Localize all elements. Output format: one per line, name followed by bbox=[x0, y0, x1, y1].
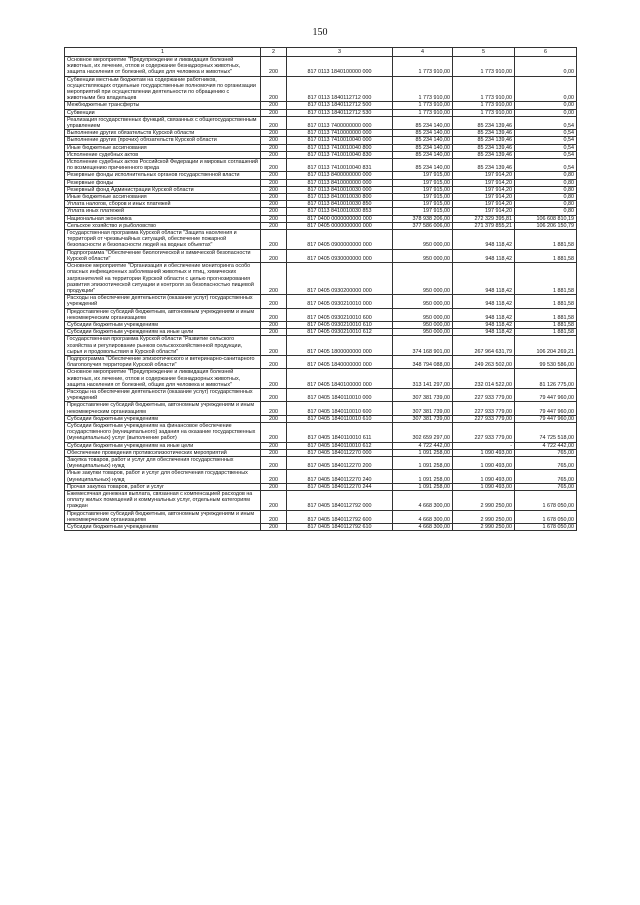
cell-budget-code: 817 0405 1840112270 244 bbox=[287, 483, 393, 490]
cell-admin-code: 200 bbox=[261, 329, 287, 336]
cell-planned: 950 000,00 bbox=[393, 329, 453, 336]
table-row bbox=[65, 355, 577, 368]
cell-planned: 950 000,00 bbox=[393, 263, 453, 295]
cell-remainder: 0,00 bbox=[515, 57, 577, 77]
cell-planned: 950 000,00 bbox=[393, 249, 453, 262]
cell-budget-code: 817 0405 1840112792 600 bbox=[287, 510, 393, 523]
cell-name: Уплата иных платежей bbox=[65, 208, 261, 215]
cell-executed: 948 118,42 bbox=[453, 308, 515, 321]
table-row bbox=[65, 483, 577, 490]
cell-remainder: 106 204 269,21 bbox=[515, 336, 577, 356]
cell-remainder: 1 678 050,00 bbox=[515, 491, 577, 511]
cell-name: Основное мероприятие "Предупреждение и ликвидация болезней животных, их лечение, отлов и содержание безнадзорных животных, защита населения от болезней, общих для человека и животных" bbox=[65, 369, 261, 389]
cell-executed: 948 118,42 bbox=[453, 295, 515, 308]
cell-admin-code: 200 bbox=[261, 355, 287, 368]
cell-executed: 267 964 631,79 bbox=[453, 336, 515, 356]
cell-planned: 197 915,00 bbox=[393, 179, 453, 186]
cell-planned: 1 773 910,00 bbox=[393, 76, 453, 102]
cell-remainder: 0,80 bbox=[515, 172, 577, 179]
cell-planned: 374 168 901,00 bbox=[393, 336, 453, 356]
table-row bbox=[65, 402, 577, 415]
cell-planned: 348 794 088,00 bbox=[393, 355, 453, 368]
table-row bbox=[65, 470, 577, 483]
cell-budget-code: 817 0405 0900000000 000 bbox=[287, 230, 393, 250]
cell-planned: 1 091 258,00 bbox=[393, 449, 453, 456]
cell-remainder: 1 881,58 bbox=[515, 263, 577, 295]
cell-planned: 197 915,00 bbox=[393, 201, 453, 208]
cell-budget-code: 817 0405 1840110010 610 bbox=[287, 415, 393, 422]
cell-remainder: 765,00 bbox=[515, 456, 577, 469]
cell-executed: 85 234 139,46 bbox=[453, 130, 515, 137]
table-row bbox=[65, 130, 577, 137]
column-header-remainder: 6 bbox=[515, 48, 577, 57]
cell-budget-code: 817 0405 0930210010 000 bbox=[287, 295, 393, 308]
cell-executed: 1 773 910,00 bbox=[453, 109, 515, 116]
cell-planned: 307 381 739,00 bbox=[393, 402, 453, 415]
cell-name: Исполнение судебных актов Российской Федерации и мировых соглашений по возмещению причиненного вреда bbox=[65, 159, 261, 172]
cell-budget-code: 817 0405 1840100000 000 bbox=[287, 369, 393, 389]
cell-name: Резервные фонды исполнительных органов государственной власти bbox=[65, 172, 261, 179]
cell-budget-code: 817 0405 1840000000 000 bbox=[287, 355, 393, 368]
column-header-admin: 2 bbox=[261, 48, 287, 57]
cell-executed: 197 914,20 bbox=[453, 208, 515, 215]
cell-admin-code: 200 bbox=[261, 215, 287, 222]
cell-planned: 950 000,00 bbox=[393, 295, 453, 308]
cell-remainder: 0,80 bbox=[515, 201, 577, 208]
cell-planned: 313 141 297,00 bbox=[393, 369, 453, 389]
page-number: 150 bbox=[312, 27, 328, 38]
cell-name: Расходы на обеспечение деятельности (оказание услуг) государственных учреждений bbox=[65, 295, 261, 308]
cell-budget-code: 817 0405 1840112792 000 bbox=[287, 491, 393, 511]
cell-remainder: 79 447 960,00 bbox=[515, 415, 577, 422]
cell-planned: 307 381 739,00 bbox=[393, 415, 453, 422]
cell-planned: 950 000,00 bbox=[393, 308, 453, 321]
table-row bbox=[65, 109, 577, 116]
column-header-executed: 5 bbox=[453, 48, 515, 57]
cell-executed: 85 234 139,46 bbox=[453, 116, 515, 129]
cell-executed: 85 234 139,46 bbox=[453, 144, 515, 151]
cell-budget-code: 817 0113 8400000000 000 bbox=[287, 172, 393, 179]
table-row bbox=[65, 336, 577, 356]
cell-admin-code: 200 bbox=[261, 491, 287, 511]
cell-executed: 948 118,42 bbox=[453, 321, 515, 328]
cell-executed: 271 379 855,21 bbox=[453, 222, 515, 229]
cell-executed: 2 990 250,00 bbox=[453, 510, 515, 523]
cell-name: Ежемесячная денежная выплата, связанная с компенсацией расходов на оплату жилых помещений и коммунальных услуг, отдельным категориям граждан bbox=[65, 491, 261, 511]
cell-name: Резервный фонд Администрации Курской области bbox=[65, 186, 261, 193]
cell-admin-code: 200 bbox=[261, 109, 287, 116]
cell-planned: 197 915,00 bbox=[393, 208, 453, 215]
cell-remainder: 1 881,58 bbox=[515, 230, 577, 250]
cell-remainder: 1 678 050,00 bbox=[515, 510, 577, 523]
cell-executed: 197 914,20 bbox=[453, 186, 515, 193]
table-row bbox=[65, 321, 577, 328]
cell-name: Иные бюджетные ассигнования bbox=[65, 144, 261, 151]
cell-remainder: 79 447 960,00 bbox=[515, 402, 577, 415]
cell-remainder: 1 881,58 bbox=[515, 295, 577, 308]
cell-admin-code: 200 bbox=[261, 137, 287, 144]
cell-budget-code: 817 0405 1840112270 200 bbox=[287, 456, 393, 469]
cell-name: Основное мероприятие "Организация и обеспечение мониторинга особо опасных инфекционных заболеваний животных и птиц, химических загрязнителей на территории Курской области с целью прогнозирования развития эпизоотической ситуации и контроля за безопасностью пищевой продукции" bbox=[65, 263, 261, 295]
cell-remainder: 0,54 bbox=[515, 116, 577, 129]
table-row bbox=[65, 449, 577, 456]
table-row bbox=[65, 249, 577, 262]
cell-budget-code: 817 0405 0000000000 000 bbox=[287, 222, 393, 229]
cell-name: Прочая закупка товаров, работ и услуг bbox=[65, 483, 261, 490]
cell-admin-code: 200 bbox=[261, 388, 287, 401]
cell-remainder: 0,54 bbox=[515, 159, 577, 172]
cell-budget-code: 817 0405 1840112270 000 bbox=[287, 449, 393, 456]
cell-planned: 4 668 300,00 bbox=[393, 524, 453, 531]
table-row bbox=[65, 137, 577, 144]
cell-executed: 1 773 910,00 bbox=[453, 102, 515, 109]
cell-name: Подпрограмма "Обеспечение биологической и химической безопасности Курской области" bbox=[65, 249, 261, 262]
cell-planned: 197 915,00 bbox=[393, 194, 453, 201]
cell-executed: 1 773 910,00 bbox=[453, 57, 515, 77]
cell-remainder: 0,54 bbox=[515, 144, 577, 151]
table-row bbox=[65, 151, 577, 158]
cell-admin-code: 200 bbox=[261, 442, 287, 449]
cell-remainder: 0,00 bbox=[515, 109, 577, 116]
table-row bbox=[65, 208, 577, 215]
cell-remainder: 0,80 bbox=[515, 208, 577, 215]
cell-planned: 85 234 140,00 bbox=[393, 130, 453, 137]
budget-execution-table bbox=[64, 47, 577, 531]
cell-planned: 197 915,00 bbox=[393, 186, 453, 193]
cell-name: Иные бюджетные ассигнования bbox=[65, 194, 261, 201]
cell-name: Государственная программа Курской области "Развитие сельского хозяйства и регулирование рынков сельскохозяйственной продукции, сырья и продовольствия в Курской области" bbox=[65, 336, 261, 356]
table-row bbox=[65, 76, 577, 102]
cell-name: Расходы на обеспечение деятельности (оказание услуг) государственных учреждений bbox=[65, 388, 261, 401]
cell-remainder: 99 530 586,00 bbox=[515, 355, 577, 368]
table-row bbox=[65, 329, 577, 336]
cell-admin-code: 200 bbox=[261, 186, 287, 193]
cell-admin-code: 200 bbox=[261, 402, 287, 415]
cell-executed: 197 914,20 bbox=[453, 172, 515, 179]
cell-planned: 1 773 910,00 bbox=[393, 57, 453, 77]
cell-remainder: 0,54 bbox=[515, 137, 577, 144]
table-row bbox=[65, 159, 577, 172]
cell-remainder: 0,00 bbox=[515, 76, 577, 102]
cell-executed: 948 118,42 bbox=[453, 263, 515, 295]
cell-planned: 85 234 140,00 bbox=[393, 144, 453, 151]
cell-admin-code: 200 bbox=[261, 483, 287, 490]
cell-budget-code: 817 0113 8410010030 800 bbox=[287, 194, 393, 201]
cell-name: Подпрограмма "Обеспечение эпизоотического и ветеринарно-санитарного благополучия территории Курской области" bbox=[65, 355, 261, 368]
cell-executed: 227 933 779,00 bbox=[453, 388, 515, 401]
cell-executed: - bbox=[453, 442, 515, 449]
cell-executed: 197 914,20 bbox=[453, 201, 515, 208]
cell-name: Субвенции bbox=[65, 109, 261, 116]
cell-remainder: 1 881,58 bbox=[515, 321, 577, 328]
cell-remainder: 0,54 bbox=[515, 130, 577, 137]
table-row bbox=[65, 144, 577, 151]
table-row bbox=[65, 194, 577, 201]
cell-budget-code: 817 0113 8410000000 000 bbox=[287, 179, 393, 186]
cell-name: Резервные фонды bbox=[65, 179, 261, 186]
table-row bbox=[65, 456, 577, 469]
cell-name: Основное мероприятие "Предупреждение и ликвидация болезней животных, их лечение, отлов и содержание безнадзорных животных, защита населения от болезней, общих для человека и животных" bbox=[65, 57, 261, 77]
cell-admin-code: 200 bbox=[261, 102, 287, 109]
cell-executed: 227 933 779,00 bbox=[453, 415, 515, 422]
cell-admin-code: 200 bbox=[261, 57, 287, 77]
cell-planned: 85 234 140,00 bbox=[393, 159, 453, 172]
cell-remainder: 81 126 775,00 bbox=[515, 369, 577, 389]
cell-budget-code: 817 0405 0930210010 600 bbox=[287, 308, 393, 321]
cell-executed: 948 118,42 bbox=[453, 329, 515, 336]
cell-admin-code: 200 bbox=[261, 422, 287, 442]
table-row bbox=[65, 263, 577, 295]
table-row bbox=[65, 186, 577, 193]
cell-budget-code: 817 0113 7410010040 831 bbox=[287, 159, 393, 172]
cell-executed: 85 234 139,46 bbox=[453, 137, 515, 144]
cell-remainder: 106 206 150,79 bbox=[515, 222, 577, 229]
cell-executed: 1 090 493,00 bbox=[453, 449, 515, 456]
cell-planned: 378 938 206,00 bbox=[393, 215, 453, 222]
cell-admin-code: 200 bbox=[261, 456, 287, 469]
cell-admin-code: 200 bbox=[261, 172, 287, 179]
column-header-planned: 4 bbox=[393, 48, 453, 57]
cell-name: Государственная программа Курской области "Защита населения и территорий от чрезвычайных ситуаций, обеспечение пожарной безопасности и безопасности людей на водных объектах" bbox=[65, 230, 261, 250]
cell-admin-code: 200 bbox=[261, 208, 287, 215]
cell-remainder: 106 608 810,19 bbox=[515, 215, 577, 222]
cell-planned: 1 773 910,00 bbox=[393, 102, 453, 109]
cell-admin-code: 200 bbox=[261, 524, 287, 531]
cell-name: Субвенции местным бюджетам на содержание работников, осуществляющих отдельные государственные полномочия по организации мероприятий при осуществлении деятельности по обращению с животными без владельцев bbox=[65, 76, 261, 102]
cell-planned: 4 668 300,00 bbox=[393, 491, 453, 511]
cell-admin-code: 200 bbox=[261, 159, 287, 172]
cell-remainder: 4 722 442,00 bbox=[515, 442, 577, 449]
cell-name: Уплата налогов, сборов и иных платежей bbox=[65, 201, 261, 208]
cell-name: Обеспечение проведения противоэпизоотических мероприятий bbox=[65, 449, 261, 456]
cell-budget-code: 817 0405 0930000000 000 bbox=[287, 249, 393, 262]
cell-executed: 85 234 139,46 bbox=[453, 159, 515, 172]
cell-budget-code: 817 0405 1800000000 000 bbox=[287, 336, 393, 356]
cell-executed: 1 773 910,00 bbox=[453, 76, 515, 102]
cell-executed: 2 990 250,00 bbox=[453, 524, 515, 531]
cell-remainder: 765,00 bbox=[515, 470, 577, 483]
cell-budget-code: 817 0400 0000000000 000 bbox=[287, 215, 393, 222]
cell-budget-code: 817 0405 1840112792 610 bbox=[287, 524, 393, 531]
cell-budget-code: 817 0405 1840110010 600 bbox=[287, 402, 393, 415]
cell-admin-code: 200 bbox=[261, 130, 287, 137]
table-row bbox=[65, 442, 577, 449]
cell-admin-code: 200 bbox=[261, 230, 287, 250]
cell-planned: 1 091 258,00 bbox=[393, 470, 453, 483]
cell-remainder: 765,00 bbox=[515, 483, 577, 490]
cell-budget-code: 817 0405 0930200000 000 bbox=[287, 263, 393, 295]
cell-admin-code: 200 bbox=[261, 369, 287, 389]
table-row bbox=[65, 201, 577, 208]
table-row bbox=[65, 172, 577, 179]
cell-planned: 1 773 910,00 bbox=[393, 109, 453, 116]
table-row bbox=[65, 308, 577, 321]
cell-remainder: 79 447 960,00 bbox=[515, 388, 577, 401]
cell-budget-code: 817 0113 1840112712 500 bbox=[287, 102, 393, 109]
cell-planned: 1 091 258,00 bbox=[393, 456, 453, 469]
cell-name: Выполнение других обязательств Курской области bbox=[65, 130, 261, 137]
cell-executed: 948 118,42 bbox=[453, 249, 515, 262]
cell-executed: 948 118,42 bbox=[453, 230, 515, 250]
cell-executed: 1 090 493,00 bbox=[453, 470, 515, 483]
cell-budget-code: 817 0405 0930210010 612 bbox=[287, 329, 393, 336]
cell-planned: 950 000,00 bbox=[393, 230, 453, 250]
column-header-code: 3 bbox=[287, 48, 393, 57]
cell-name: Субсидии бюджетным учреждениям bbox=[65, 524, 261, 531]
cell-executed: 85 234 139,46 bbox=[453, 151, 515, 158]
cell-budget-code: 817 0113 1840100000 000 bbox=[287, 57, 393, 77]
cell-remainder: 1 881,58 bbox=[515, 329, 577, 336]
table-row bbox=[65, 102, 577, 109]
cell-admin-code: 200 bbox=[261, 76, 287, 102]
cell-executed: 1 090 493,00 bbox=[453, 456, 515, 469]
table-row bbox=[65, 295, 577, 308]
cell-executed: 197 914,20 bbox=[453, 179, 515, 186]
cell-name: Субсидии бюджетным учреждениям bbox=[65, 321, 261, 328]
cell-remainder: 0,80 bbox=[515, 179, 577, 186]
cell-remainder: 1 881,58 bbox=[515, 249, 577, 262]
cell-name: Сельское хозяйство и рыболовство bbox=[65, 222, 261, 229]
cell-planned: 307 381 739,00 bbox=[393, 388, 453, 401]
table-row bbox=[65, 415, 577, 422]
cell-planned: 4 668 300,00 bbox=[393, 510, 453, 523]
cell-admin-code: 200 bbox=[261, 222, 287, 229]
cell-admin-code: 200 bbox=[261, 336, 287, 356]
table-row bbox=[65, 179, 577, 186]
cell-name: Межбюджетные трансферты bbox=[65, 102, 261, 109]
table-row bbox=[65, 215, 577, 222]
cell-planned: 85 234 140,00 bbox=[393, 116, 453, 129]
table-body bbox=[65, 57, 577, 531]
cell-executed: 2 990 250,00 bbox=[453, 491, 515, 511]
cell-planned: 85 234 140,00 bbox=[393, 151, 453, 158]
cell-planned: 377 586 006,00 bbox=[393, 222, 453, 229]
cell-planned: 85 234 140,00 bbox=[393, 137, 453, 144]
table-row bbox=[65, 510, 577, 523]
cell-name: Субсидии бюджетным учреждениям на иные цели bbox=[65, 442, 261, 449]
cell-admin-code: 200 bbox=[261, 116, 287, 129]
cell-budget-code: 817 0113 1840112712 530 bbox=[287, 109, 393, 116]
cell-name: Иные закупки товаров, работ и услуг для обеспечения государственных (муниципальных) нужд bbox=[65, 470, 261, 483]
table-row bbox=[65, 388, 577, 401]
table-row bbox=[65, 491, 577, 511]
table-row bbox=[65, 57, 577, 77]
cell-name: Субсидии бюджетным учреждениям на финансовое обеспечение государственного (муниципального) задания на оказание государственных (муниципальных) услуг (выполнение работ) bbox=[65, 422, 261, 442]
cell-remainder: 765,00 bbox=[515, 449, 577, 456]
cell-name: Предоставление субсидий бюджетным, автономным учреждениям и иным некоммерческим организациям bbox=[65, 402, 261, 415]
cell-executed: 197 914,20 bbox=[453, 194, 515, 201]
table-row bbox=[65, 524, 577, 531]
cell-executed: 249 263 502,00 bbox=[453, 355, 515, 368]
cell-name: Закупка товаров, работ и услуг для обеспечения государственных (муниципальных) нужд bbox=[65, 456, 261, 469]
cell-budget-code: 817 0405 1840110010 612 bbox=[287, 442, 393, 449]
table-row bbox=[65, 222, 577, 229]
cell-planned: 197 915,00 bbox=[393, 172, 453, 179]
cell-remainder: 1 881,58 bbox=[515, 308, 577, 321]
cell-budget-code: 817 0405 0930210010 610 bbox=[287, 321, 393, 328]
cell-admin-code: 200 bbox=[261, 308, 287, 321]
cell-admin-code: 200 bbox=[261, 415, 287, 422]
cell-remainder: 1 678 050,00 bbox=[515, 524, 577, 531]
cell-budget-code: 817 0113 1840112712 000 bbox=[287, 76, 393, 102]
cell-remainder: 74 725 518,00 bbox=[515, 422, 577, 442]
cell-budget-code: 817 0405 1840112270 240 bbox=[287, 470, 393, 483]
cell-executed: 1 090 493,00 bbox=[453, 483, 515, 490]
cell-budget-code: 817 0405 1840110010 000 bbox=[287, 388, 393, 401]
cell-planned: 1 091 258,00 bbox=[393, 483, 453, 490]
cell-budget-code: 817 0113 7400000000 000 bbox=[287, 116, 393, 129]
table-row bbox=[65, 422, 577, 442]
cell-planned: 4 722 442,00 bbox=[393, 442, 453, 449]
cell-admin-code: 200 bbox=[261, 151, 287, 158]
cell-remainder: 0,80 bbox=[515, 186, 577, 193]
cell-name: Предоставление субсидий бюджетным, автономным учреждениям и иным некоммерческим организациям bbox=[65, 308, 261, 321]
cell-executed: 227 933 779,00 bbox=[453, 402, 515, 415]
cell-budget-code: 817 0113 7410010040 830 bbox=[287, 151, 393, 158]
cell-admin-code: 200 bbox=[261, 470, 287, 483]
cell-admin-code: 200 bbox=[261, 295, 287, 308]
cell-remainder: 0,54 bbox=[515, 151, 577, 158]
cell-admin-code: 200 bbox=[261, 179, 287, 186]
cell-executed: 232 014 522,00 bbox=[453, 369, 515, 389]
cell-name: Выполнение других (прочих) обязательств Курской области bbox=[65, 137, 261, 144]
cell-name: Предоставление субсидий бюджетным, автономным учреждениям и иным некоммерческим организациям bbox=[65, 510, 261, 523]
cell-remainder: 0,00 bbox=[515, 102, 577, 109]
cell-name: Исполнение судебных актов bbox=[65, 151, 261, 158]
cell-budget-code: 817 0113 7410010040 000 bbox=[287, 137, 393, 144]
cell-remainder: 0,80 bbox=[515, 194, 577, 201]
cell-admin-code: 200 bbox=[261, 510, 287, 523]
cell-admin-code: 200 bbox=[261, 321, 287, 328]
cell-admin-code: 200 bbox=[261, 449, 287, 456]
column-number-row bbox=[65, 48, 577, 57]
cell-planned: 302 659 297,00 bbox=[393, 422, 453, 442]
table-row bbox=[65, 116, 577, 129]
table-row bbox=[65, 230, 577, 250]
cell-executed: 272 329 395,81 bbox=[453, 215, 515, 222]
cell-admin-code: 200 bbox=[261, 144, 287, 151]
cell-budget-code: 817 0405 1840110010 611 bbox=[287, 422, 393, 442]
table-row bbox=[65, 369, 577, 389]
cell-planned: 950 000,00 bbox=[393, 321, 453, 328]
cell-budget-code: 817 0113 7410000000 000 bbox=[287, 130, 393, 137]
column-header-name: 1 bbox=[65, 48, 261, 57]
cell-admin-code: 200 bbox=[261, 249, 287, 262]
cell-executed: 227 933 779,00 bbox=[453, 422, 515, 442]
cell-name: Национальная экономика bbox=[65, 215, 261, 222]
cell-name: Реализация государственных функций, связанных с общегосударственным управлением bbox=[65, 116, 261, 129]
cell-budget-code: 817 0113 8410010030 850 bbox=[287, 201, 393, 208]
cell-name: Субсидии бюджетным учреждениям на иные цели bbox=[65, 329, 261, 336]
cell-admin-code: 200 bbox=[261, 263, 287, 295]
cell-admin-code: 200 bbox=[261, 194, 287, 201]
cell-budget-code: 817 0113 8410010030 000 bbox=[287, 186, 393, 193]
cell-budget-code: 817 0113 8410010030 853 bbox=[287, 208, 393, 215]
cell-budget-code: 817 0113 7410010040 800 bbox=[287, 144, 393, 151]
cell-admin-code: 200 bbox=[261, 201, 287, 208]
cell-name: Субсидии бюджетным учреждениям bbox=[65, 415, 261, 422]
